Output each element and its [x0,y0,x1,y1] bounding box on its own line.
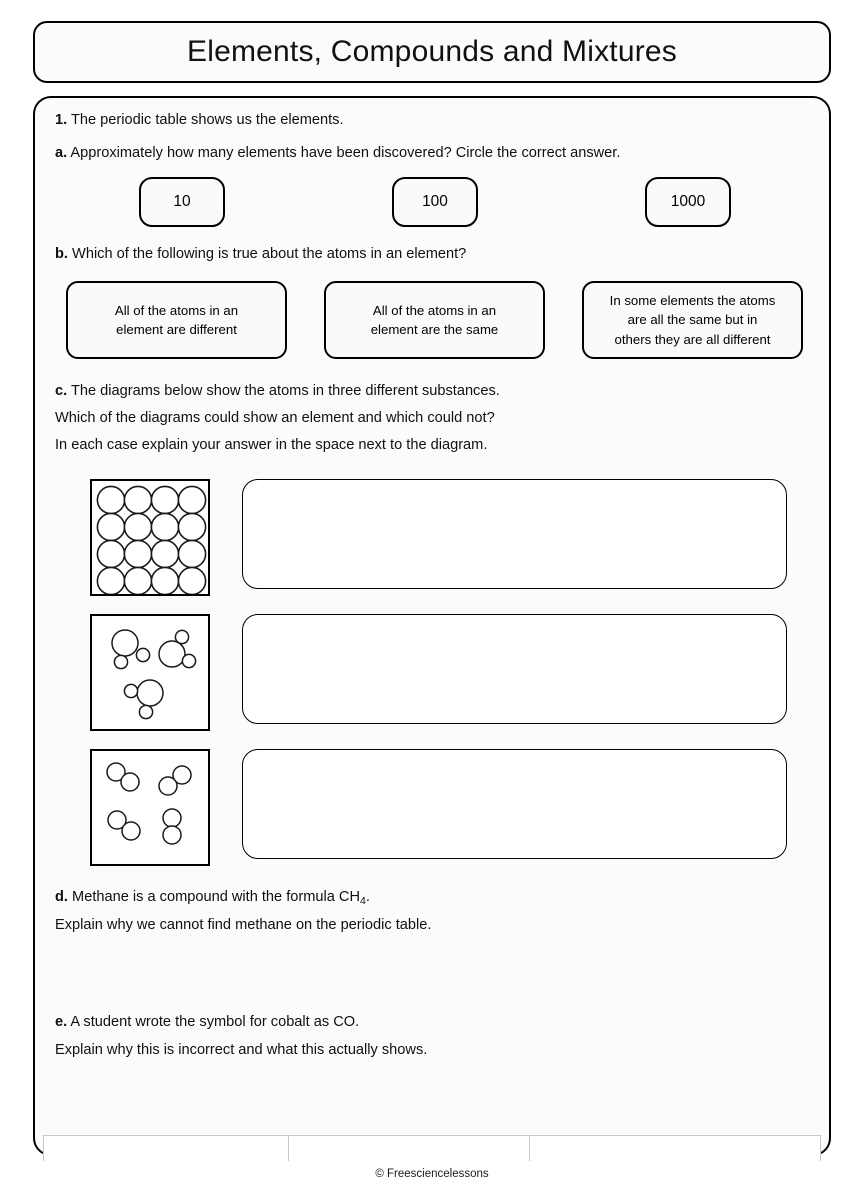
question-1a-label: a. [55,145,68,161]
question-1e-line-1: A student wrote the symbol for cobalt as CO. [70,1014,360,1030]
worksheet-title-banner [33,21,831,83]
statement-1-line-1: All of the atoms in an [114,302,239,318]
statement-option-atoms-same[interactable] [324,281,545,359]
statement-3-line-2: are all the same but in [627,312,758,328]
answer-option-10-label: 10 [173,193,191,210]
statement-option-atoms-different[interactable] [66,281,287,359]
question-1d-line-2: Explain why we cannot find methane on the periodic table. [55,917,432,933]
diagram-diatomic-molecules [90,749,210,866]
question-1c-line-2: Which of the diagrams could show an element and which could not? [55,410,495,426]
question-1-stem-text: The periodic table shows us the elements. [70,112,344,128]
question-1b-text [55,246,466,264]
question-1c-line-1: The diagrams below show the atoms in three different substances. [70,383,500,399]
bottom-table-cell-3[interactable] [529,1136,821,1161]
statement-1-line-2: element are different [116,322,237,337]
question-1d-text [55,889,370,907]
question-1e-text [55,1014,359,1032]
footer-copyright: © Freesciencelessons [375,1168,489,1180]
answer-box-diagram-3[interactable] [242,749,787,859]
bottom-table-cell-2[interactable] [288,1136,530,1161]
bottom-table [43,1135,821,1161]
question-1d-line-1-after: . [365,889,370,905]
question-1d-line-1-before: Methane is a compound with the formula CH [72,889,361,905]
answer-option-10[interactable] [139,177,225,227]
page-title: Elements, Compounds and Mixtures [187,35,677,68]
diagram-2-svg [92,616,208,729]
question-1-stem [55,112,344,130]
worksheet-body-card [33,96,831,1156]
diagram-compound-molecules [90,614,210,731]
question-1a-text [55,145,620,163]
methane-subscript: 4 [360,894,366,907]
statement-2-line-1: All of the atoms in an [372,302,497,318]
question-1b-label: b. [55,246,68,262]
answer-box-diagram-1[interactable] [242,479,787,589]
answer-option-100-label: 100 [422,193,448,210]
statement-2-line-2: element are the same [370,322,499,337]
bottom-table-cell-1[interactable] [43,1136,289,1161]
statement-3-line-3: others they are all different [614,331,771,347]
question-1d-label: d. [55,889,68,905]
diagram-1-svg [92,481,208,594]
answer-option-100[interactable] [392,177,478,227]
question-1e-label: e. [55,1014,68,1030]
question-1a-prompt: Approximately how many elements have been discovered? Circle the correct answer. [70,145,621,161]
diagram-packed-identical-circles [90,479,210,596]
diagram-3-svg [92,751,208,864]
statement-option-atoms-mixed[interactable] [582,281,803,359]
question-1b-prompt: Which of the following is true about the atoms in an element? [72,246,467,262]
answer-option-1000[interactable] [645,177,731,227]
question-1e-line-2: Explain why this is incorrect and what this actually shows. [55,1042,428,1058]
answer-option-1000-label: 1000 [670,193,706,210]
question-1c-label: c. [55,383,68,399]
statement-3-line-1: In some elements the atoms [609,293,776,309]
question-1-number: 1. [55,112,68,128]
answer-box-diagram-2[interactable] [242,614,787,724]
question-1c-text [55,383,500,401]
question-1c-line-3: In each case explain your answer in the space next to the diagram. [55,437,488,453]
